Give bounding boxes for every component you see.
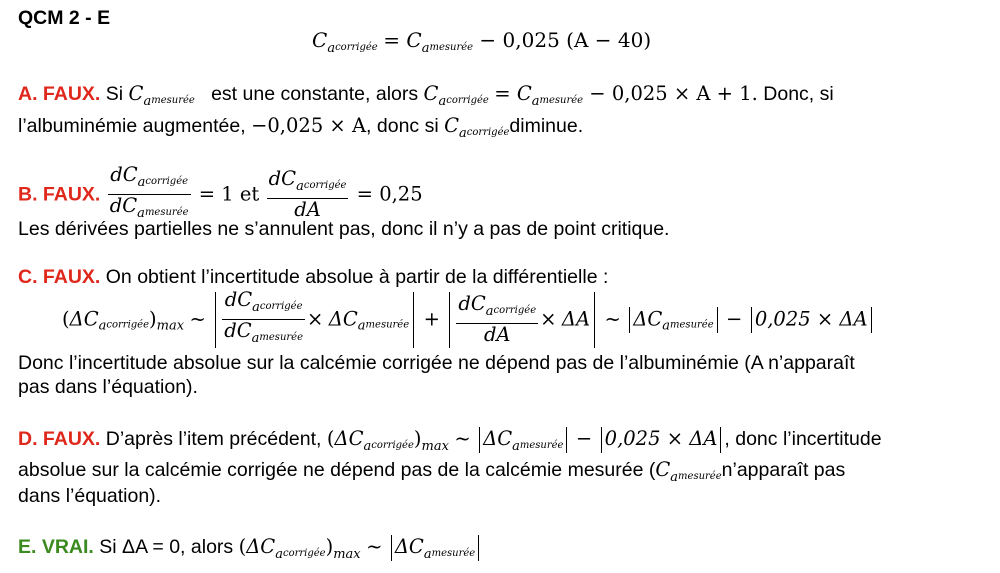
item-c-line3: Donc l’incertitude absolue sur la calcémie corrigée ne dépend pas de l’albuminémie (A n’apparaît xyxy=(18,352,855,374)
derivative-fraction-2: $\frac{dC_acorrigée}{dA}$ xyxy=(268,167,347,221)
partial-fraction-1: $\frac{dC_acorrigée}{dC_amesurée}$ xyxy=(224,288,303,346)
derivative-fraction-1: $\frac{dC_acorrigée}{dC_amesurée}$ xyxy=(109,163,189,221)
item-d-line2: absolue sur la calcémie corrigée ne dépend pas de la calcémie mesurée ($C_amesuréen’apparaît$ pas xyxy=(18,458,846,485)
item-b-line1: B. FAUX. $\frac{dC_acorrigée}{dC_amesurée}$ = 1 et $\frac{dC_acorrigée}{dA}$ = 0,25 xyxy=(18,165,423,224)
item-a-line1: A. FAUX. Si $C_amesurée$ est une constante, alors $C_acorrigée$ = $C_amesurée - 0,025 \times A + 1$. Donc, si xyxy=(18,82,834,109)
partial-fraction-2: $\frac{dC_acorrigée}{dA}$ xyxy=(458,292,537,346)
item-c-line4: pas dans l’équation). xyxy=(18,376,198,398)
page-title: QCM 2 - E xyxy=(18,7,111,29)
item-a-line2: l’albuminémie augmentée, −0,025 × A, donc si $C_acorrigéediminue$. xyxy=(18,114,584,141)
item-b-line2: Les dérivées partielles ne s’annulent pas, donc il n’y a pas de point critique. xyxy=(18,218,670,240)
item-c-line1: C. FAUX. On obtient l’incertitude absolue à partir de la différentielle : xyxy=(18,266,609,288)
item-d-line1: D. FAUX. D’après l’item précédent, $(\Delta C_acorrigée)_{max}$ ~ $\Delta C_amesurée - 0,025 \times \Delta A$ , donc l’incertitude xyxy=(18,427,882,455)
item-c-equation: $(\Delta C_acorrigée)_{max}$ ~ $\frac{dC_acorrigée}{dC_amesurée}$ × $\Delta C_amesurée$ + $\frac{dC_acorrigée}{dA}$ × ΔA ~ $\Delta C_amesurée - 0,025 \times \Delta A$ xyxy=(62,290,875,349)
main-formula: $C_acorrigée$ = $C_amesurée - 0,025$ (A − 40) xyxy=(312,28,652,56)
item-e-line1: E. VRAI. Si ΔA = 0, alors $(\Delta C_acorrigée)_{max}$ ~ $\Delta C_amesurée$ xyxy=(18,535,482,567)
item-d-line3: dans l’équation). xyxy=(18,485,162,507)
